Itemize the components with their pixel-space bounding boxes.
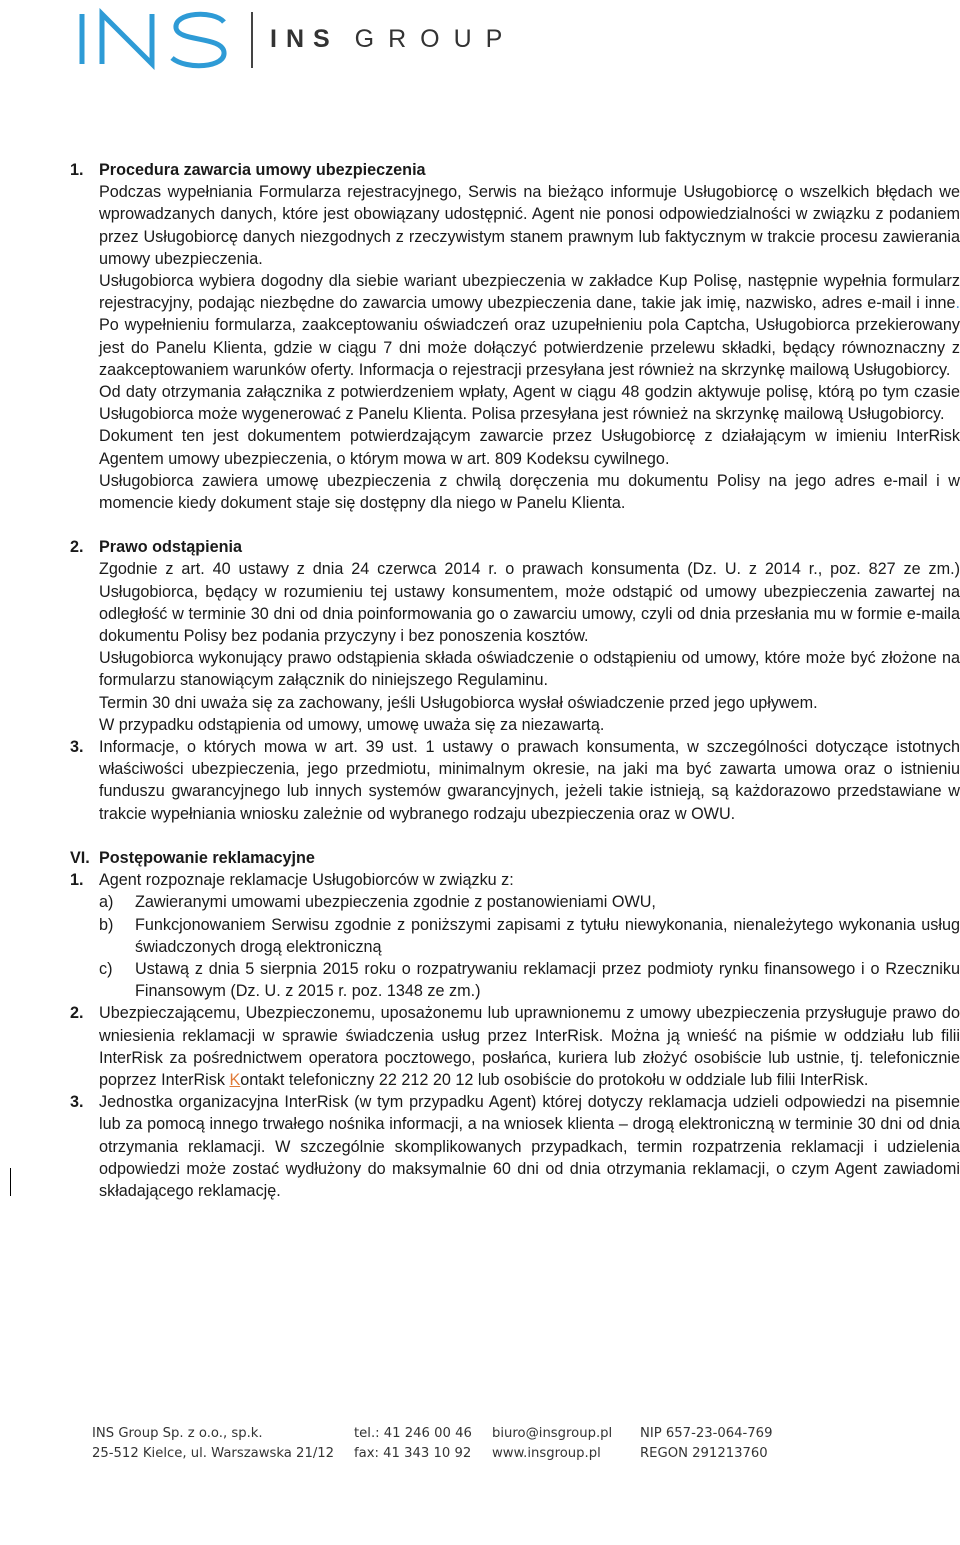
footer bbox=[92, 1424, 792, 1484]
logo-ins: INS bbox=[270, 25, 339, 53]
paragraph: Usługobiorca wybiera dogodny dla siebie wariant ubezpieczenia w zakładce Kup Polisę, następnie wypełnia formularz rejestracyjny, podając niezbędne do zawarcia umowy ubezpieczenia dane, takie jak imię, nazwisko, adres e-mail i inne. Po wypełnieniu formularza, zaakceptowaniu oświadczeń oraz uzupełnieniu pola Captcha, Usługobiorca przekierowany jest do Panelu Klienta, gdzie w ciągu 7 dni może dołączyć potwierdzenie przelewu składki, będący równoznaczny z zaakceptowaniem warunków oferty. Informacja o rejestracji przesyłana jest również na skrzynkę mailową Usługobiorcy. bbox=[99, 272, 960, 379]
paragraph: Zgodnie z art. 40 ustawy z dnia 24 czerwca 2014 r. o prawach konsumenta (Dz. U. z 2014 r., poz. 827 ze zm.) Usługobiorca, będący w rozumieniu tej ustawy konsumentem, może odstąpić od umowy ubezpieczenia zawartej na odległość w terminie 30 dni od dnia poinformowania go o zawarciu umowy, czyli od dnia przesłania mu w formie e-maila dokumentu Polisy bez podania przyczyny i bez ponoszenia kosztów. bbox=[99, 560, 960, 646]
section-title: Procedura zawarcia umowy ubezpieczenia bbox=[99, 161, 426, 179]
footer-phone: tel.: 41 246 00 46 fax: 41 343 10 92 bbox=[354, 1426, 472, 1461]
complaint-item-3: 3. Jednostka organizacyjna InterRisk (w tym przypadku Agent) której dotyczy reklamacja udzieli odpowiedzi na pisemnie lub za pomocą innego trwałego nośnika informacji, a na wniosek klienta – drogą elektroniczną w terminie 30 dni od dnia otrzymania reklamacji. W szczególnie skomplikowanych przypadkach, termin rozpatrzenia reklamacji i udzielenia odpowiedzi może zostać wydłużony do maksymalnie 60 dni od dnia otrzymania reklamacji, o czym Agent zawiadomi składającego reklamację. bbox=[70, 1091, 960, 1202]
list-item: b) Funkcjonowaniem Serwisu zgodnie z poniższymi zapisami z tytułu niewykonania, nienależytego wykonania usług świadczonych drogą elektroniczną bbox=[99, 915, 960, 956]
section-number: 2. bbox=[70, 538, 84, 557]
footer-contact: biuro@insgroup.pl www.insgroup.pl bbox=[492, 1426, 613, 1461]
list-item: a) Zawieranymi umowami ubezpieczenia zgodnie z postanowieniami OWU, bbox=[99, 893, 656, 912]
footer-registry: NIP 657-23-064-769 REGON 291213760 bbox=[640, 1426, 773, 1461]
paragraph: Termin 30 dni uważa się za zachowany, jeśli Usługobiorca wysłał oświadczenie przed jego upływem. bbox=[99, 693, 818, 712]
footer-company: INS Group Sp. z o.o., sp.k. 25-512 Kielce, ul. Warszawska 21/12 bbox=[92, 1426, 335, 1461]
header bbox=[74, 8, 554, 68]
section-1 bbox=[70, 159, 960, 514]
logo-group: GROUP bbox=[354, 25, 517, 53]
change-bar bbox=[10, 1168, 11, 1196]
paragraph: Informacje, o których mowa w art. 39 ust. 1 ustawy o prawach konsumenta, w szczególności dotyczące istotnych właściwości ubezpieczenia, jego przedmiotu, minimalnym okresie, na jaki ma być zawarta umowa oraz o istnieniu funduszu gwarancyjnego lub innych systemów gwarancyjnych, jeżeli takie istnieją, są każdorazowo przedstawiane w trakcie wypełniania wniosku zależnie od wybranego rodzaju ubezpieczenia oraz w OWU. bbox=[99, 738, 960, 823]
paragraph: Od daty otrzymania załącznika z potwierdzeniem wpłaty, Agent w ciągu 48 godzin aktywuje polisę, którą po tym czasie Usługobiorca może wygenerować z Panelu Klienta. Polisa przesyłana jest również na skrzynkę mailową Usługobiorcy. bbox=[99, 383, 960, 424]
paragraph: Usługobiorca wykonujący prawo odstąpienia składa oświadczenie o odstąpieniu od umowy, które może być złożone na formularzu stanowiącym załącznik do niniejszego Regulaminu. bbox=[99, 649, 960, 690]
section-number: VI. bbox=[70, 848, 90, 867]
document-body bbox=[70, 159, 960, 1202]
logo-wordmark bbox=[270, 25, 516, 54]
paragraph: Podczas wypełniania Formularza rejestracyjnego, Serwis na bieżąco informuje Usługobiorcę o wszelkich błędach we wprowadzanych danych, które jest obowiązany udostępnić. Agent nie ponosi odpowiedzialności w związku z podaniem przez Usługobiorcę danych niezgodnych z rzeczywistym stanem prawnym lub faktycznym w trakcie procesu zawierania umowy ubezpieczenia. bbox=[99, 183, 960, 268]
paragraph: Dokument ten jest dokumentem potwierdzającym zawarcie przez Usługobiorcę z działającym w imieniu InterRisk Agentem umowy ubezpieczenia, o którym mowa w art. 809 Kodeksu cywilnego. bbox=[99, 427, 960, 468]
section-number: 1. bbox=[70, 161, 84, 179]
list-item: c) Ustawą z dnia 5 sierpnia 2015 roku o rozpatrywaniu reklamacji przez podmioty rynku finansowego i o Rzeczniku Finansowym (Dz. U. z 2015 r. poz. 1348 ze zm.) bbox=[99, 959, 960, 1001]
section-number: 3. bbox=[70, 738, 84, 757]
section-2 bbox=[70, 536, 960, 736]
ins-logo-mark bbox=[74, 8, 244, 70]
paragraph: Jednostka organizacyjna InterRisk (w tym przypadku Agent) której dotyczy reklamacja udzieli odpowiedzi na pisemnie lub za pomocą innego trwałego nośnika informacji, a na wniosek klienta – drogą elektroniczną w terminie 30 dni od dnia otrzymania reklamacji. W szczególnie skomplikowanych przypadkach, termin rozpatrzenia reklamacji i udzielenia odpowiedzi może zostać wydłużony do maksymalnie 60 dni od dnia otrzymania reklamacji, o czym Agent zawiadomi składającego reklamację. bbox=[99, 1093, 960, 1200]
section-vi bbox=[70, 847, 960, 869]
section-3 bbox=[70, 736, 960, 825]
complaint-item-2: 2. Ubezpieczającemu, Ubezpieczonemu, uposażonemu lub uprawnionemu z umowy ubezpieczenia przysługuje prawo do wniesienia reklamacji w sprawie świadczenia usług przez InterRisk. Można ją wnieść na piśmie w oddziału lub filii InterRisk za pośrednictwem operatora pocztowego, posłańca, kuriera lub złożyć osobiście lub ustnie, tj. telefonicznie poprzez InterRisk Kontakt telefoniczny 22 212 20 12 lub osobiście do protokołu w oddziale lub filii InterRisk. bbox=[70, 1002, 960, 1091]
section-title: Postępowanie reklamacyjne bbox=[99, 848, 315, 867]
paragraph: W przypadku odstąpienia od umowy, umowę uważa się za niezawartą. bbox=[99, 715, 605, 734]
complaint-item-1: 1. Agent rozpoznaje reklamacje Usługobiorców w związku z: a) Zawieranymi umowami ubezpieczenia zgodnie z postanowieniami OWU, b) Funkcjonowaniem Serwisu zgodnie z poniższymi zapisami z tytułu niewykonania, nienależytego wykonania usług świadczonych drogą elektroniczną c) Ustawą z dnia 5 sierpnia 2015 roku o rozpatrywaniu reklamacji przez podmioty rynku finansowego i o Rzeczniku Finansowym (Dz. U. z 2015 r. poz. 1348 ze zm.) bbox=[70, 869, 960, 1002]
paragraph: Ubezpieczającemu, Ubezpieczonemu, uposażonemu lub uprawnionemu z umowy ubezpieczenia przysługuje prawo do wniesienia reklamacji w sprawie świadczenia usług przez InterRisk. Można ją wnieść na piśmie w oddziału lub filii InterRisk za pośrednictwem operatora pocztowego, posłańca, kuriera lub złożyć osobiście lub ustnie, tj. telefonicznie poprzez InterRisk Kontakt telefoniczny 22 212 20 12 lub osobiście do protokołu w oddziale lub filii InterRisk. bbox=[99, 1004, 960, 1089]
logo-divider bbox=[251, 12, 253, 68]
paragraph: Usługobiorca zawiera umowę ubezpieczenia z chwilą doręczenia mu dokumentu Polisy na jego adres e-mail i w momencie kiedy dokument staje się dostępny dla niego w Panelu Klienta. bbox=[99, 471, 960, 513]
section-title: Prawo odstąpienia bbox=[99, 538, 243, 557]
paragraph: Agent rozpoznaje reklamacje Usługobiorców w związku z: bbox=[99, 871, 514, 890]
